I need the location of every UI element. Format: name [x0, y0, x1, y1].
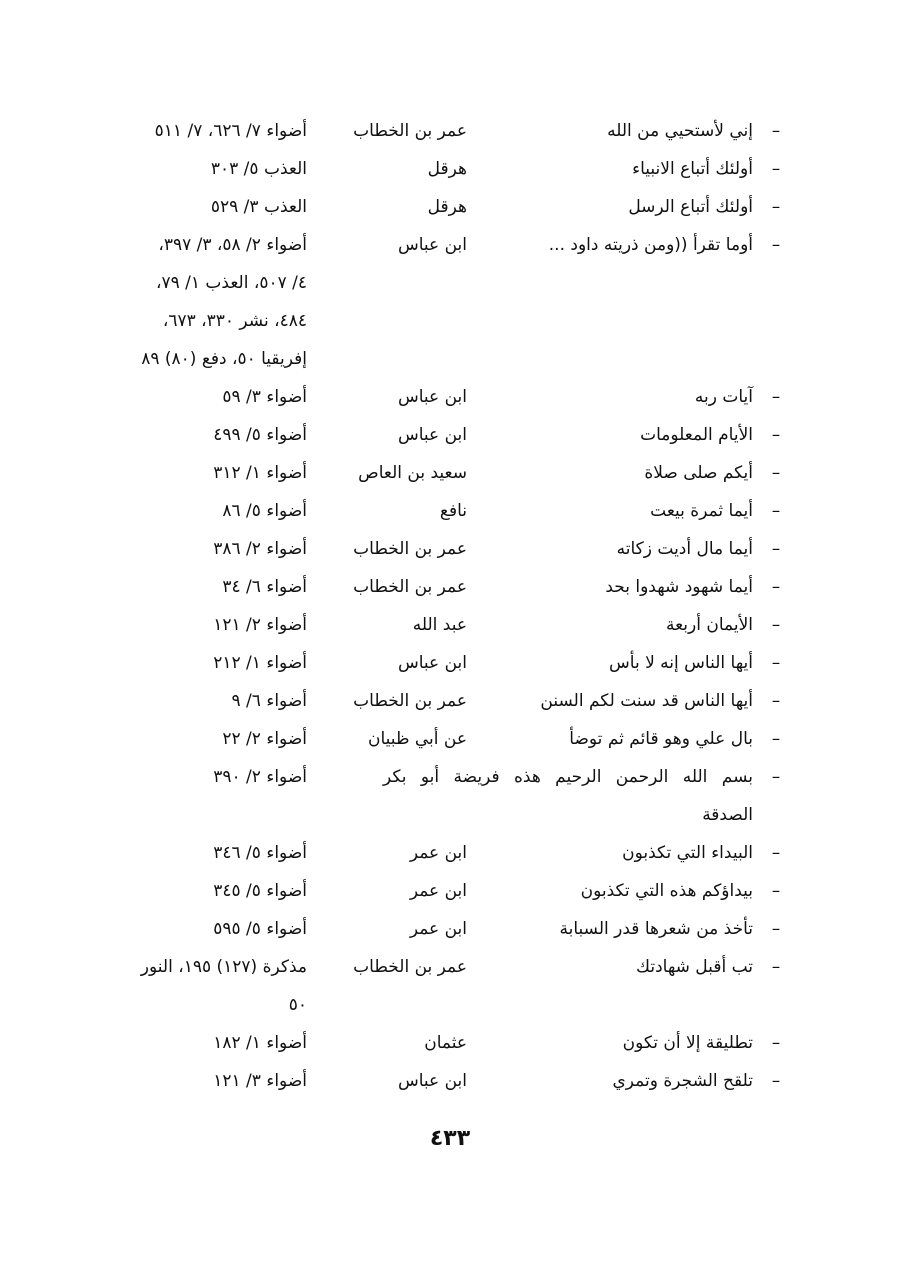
- entry-dash: –: [771, 729, 781, 749]
- entry-continuation-line: [120, 986, 785, 1024]
- entry-dash: –: [771, 501, 781, 521]
- entry-saying: أيها الناس إنه لا بأس: [609, 653, 753, 673]
- entry-saying: آيات ربه: [694, 387, 753, 407]
- entry-saying: أولئك أتباع الانبياء: [632, 159, 753, 179]
- entry-saying: بيداؤكم هذه التي تكذبون: [580, 881, 753, 901]
- entry-dash: –: [771, 615, 781, 635]
- entry-line: [120, 226, 785, 264]
- entry-source: أضواء ٢/ ٢٢: [222, 729, 307, 749]
- entry-narrator: ابن عمر: [409, 881, 467, 901]
- index-entry: [120, 530, 785, 568]
- entry-line: [120, 1024, 785, 1062]
- entry-saying: أيما مال أديت زكاته: [616, 539, 753, 559]
- entry-line: [120, 834, 785, 872]
- index-entry: [120, 226, 785, 378]
- entry-line: [120, 568, 785, 606]
- entry-dash: –: [771, 691, 781, 711]
- entry-source: أضواء ٥/ ٣٤٥: [213, 881, 307, 901]
- index-entry: [120, 1062, 785, 1100]
- entry-line: [120, 112, 785, 150]
- entry-source: أضواء ٢/ ٥٨، ٣/ ٣٩٧،: [158, 235, 307, 255]
- entry-saying: بال علي وهو قائم ثم توضأ: [569, 729, 753, 749]
- entry-source: العذب ٥/ ٣٠٣: [210, 159, 307, 179]
- entry-line: [120, 492, 785, 530]
- entry-source: أضواء ٣/ ٥٩: [222, 387, 307, 407]
- index-entry: [120, 454, 785, 492]
- entry-line: [120, 682, 785, 720]
- entry-line: [120, 720, 785, 758]
- entry-narrator: ابن عباس: [397, 1071, 467, 1091]
- entry-line: [120, 378, 785, 416]
- entry-source: أضواء ٥/ ٥٩٥: [213, 919, 307, 939]
- entry-continuation-line: [120, 264, 785, 302]
- entry-dash: –: [771, 957, 781, 977]
- entry-line: [120, 1062, 785, 1100]
- entry-saying: أولئك أتباع الرسل: [628, 197, 753, 217]
- entry-line: [120, 416, 785, 454]
- entry-saying: تلقح الشجرة وتمري: [612, 1071, 753, 1091]
- entry-source-continuation: إفريقيا ٥٠، دفع (٨٠) ٨٩: [141, 349, 307, 369]
- entry-source: أضواء ٥/ ٤٩٩: [213, 425, 307, 445]
- index-entry: [120, 1024, 785, 1062]
- entry-source-continuation: ٤/ ٥٠٧، العذب ١/ ٧٩،: [155, 273, 307, 293]
- entry-dash: –: [771, 1071, 781, 1091]
- entry-dash: –: [771, 653, 781, 673]
- entry-line: [120, 872, 785, 910]
- entry-source: أضواء ٢/ ٣٩٠: [213, 767, 307, 787]
- entry-saying: البيداء التي تكذبون: [622, 843, 753, 863]
- entry-line: [120, 454, 785, 492]
- index-entry: [120, 644, 785, 682]
- entry-dash: –: [771, 919, 781, 939]
- entry-saying: أوما تقرأ ((ومن ذريته داود ...: [548, 235, 753, 255]
- entry-source-continuation: ٤٨٤، نشر ٣٣٠، ٦٧٣،: [162, 311, 307, 331]
- entry-source: أضواء ٦/ ٩: [231, 691, 307, 711]
- entry-dash: –: [771, 121, 781, 141]
- entry-narrator: سعيد بن العاص: [358, 463, 467, 483]
- entry-narrator: هرقل: [427, 159, 467, 179]
- entry-saying: أيها الناس قد سنت لكم السنن: [540, 691, 753, 711]
- page-number: ٤٣٣: [429, 1126, 471, 1151]
- entry-dash: –: [771, 159, 781, 179]
- entry-saying: الأيمان أربعة: [665, 615, 753, 635]
- entry-dash: –: [771, 425, 781, 445]
- entry-saying: تطليقة إلا أن تكون: [622, 1033, 753, 1053]
- entry-saying: بسم الله الرحمن الرحيم هذه فريضة أبو بكر: [383, 767, 753, 787]
- entry-saying: أيما ثمرة بيعت: [650, 501, 753, 521]
- entry-narrator: هرقل: [427, 197, 467, 217]
- entry-line: [120, 150, 785, 188]
- entry-dash: –: [771, 197, 781, 217]
- entry-source: أضواء ٧/ ٦٢٦، ٧/ ٥١١: [154, 121, 307, 141]
- entry-line: [120, 530, 785, 568]
- index-entry: [120, 948, 785, 1024]
- entry-narrator: عمر بن الخطاب: [353, 121, 467, 141]
- entry-source: أضواء ٣/ ١٢١: [213, 1071, 307, 1091]
- entry-source: أضواء ٥/ ٨٦: [222, 501, 307, 521]
- entry-line: [120, 910, 785, 948]
- index-entries: [120, 112, 785, 1100]
- entry-line: [120, 188, 785, 226]
- index-entry: [120, 606, 785, 644]
- entry-source: أضواء ٦/ ٣٤: [222, 577, 307, 597]
- entry-narrator: عبد الله: [412, 615, 467, 635]
- entry-saying: إني لأستحيي من الله: [607, 121, 753, 141]
- entry-narrator: عمر بن الخطاب: [353, 539, 467, 559]
- entry-narrator: عمر بن الخطاب: [353, 691, 467, 711]
- entry-dash: –: [771, 1033, 781, 1053]
- index-entry: [120, 568, 785, 606]
- entry-source-continuation: ٥٠: [288, 995, 307, 1015]
- entry-continuation-line: [120, 340, 785, 378]
- entry-continuation-line: [120, 302, 785, 340]
- entry-source: أضواء ١/ ٢١٢: [213, 653, 307, 673]
- index-entry: [120, 910, 785, 948]
- entry-source: مذكرة (١٢٧) ١٩٥، النور: [140, 957, 307, 977]
- entry-source: أضواء ٢/ ٣٨٦: [213, 539, 307, 559]
- entry-narrator: ابن عمر: [409, 843, 467, 863]
- entry-narrator: عمر بن الخطاب: [353, 577, 467, 597]
- entry-source: العذب ٣/ ٥٢٩: [210, 197, 307, 217]
- index-entry: [120, 150, 785, 188]
- entry-dash: –: [771, 539, 781, 559]
- entry-saying: الأيام المعلومات: [640, 425, 753, 445]
- index-entry: [120, 188, 785, 226]
- entry-source: أضواء ٥/ ٣٤٦: [213, 843, 307, 863]
- index-entry: [120, 758, 785, 834]
- entry-dash: –: [771, 767, 781, 787]
- entry-dash: –: [771, 387, 781, 407]
- entry-dash: –: [771, 235, 781, 255]
- entry-continuation-line: [120, 796, 785, 834]
- entry-narrator: عن أبي ظبيان: [368, 729, 467, 749]
- index-entry: [120, 872, 785, 910]
- entry-source: أضواء ١/ ١٨٢: [213, 1033, 307, 1053]
- entry-saying: تأخذ من شعرها قدر السبابة: [559, 919, 753, 939]
- entry-dash: –: [771, 577, 781, 597]
- entry-narrator: ابن عباس: [397, 425, 467, 445]
- index-entry: [120, 834, 785, 872]
- entry-saying: تب أقبل شهادتك: [636, 957, 753, 977]
- entry-narrator: عثمان: [424, 1033, 467, 1053]
- entry-line: [120, 948, 785, 986]
- index-entry: [120, 112, 785, 150]
- index-entry: [120, 378, 785, 416]
- entry-dash: –: [771, 463, 781, 483]
- entry-narrator: عمر بن الخطاب: [353, 957, 467, 977]
- entry-line: [120, 644, 785, 682]
- entry-source: أضواء ١/ ٣١٢: [213, 463, 307, 483]
- entry-dash: –: [771, 881, 781, 901]
- entry-source: أضواء ٢/ ١٢١: [213, 615, 307, 635]
- index-entry: [120, 720, 785, 758]
- index-entry: [120, 492, 785, 530]
- entry-line: [120, 758, 785, 796]
- index-entry: [120, 682, 785, 720]
- entry-narrator: ابن عباس: [397, 653, 467, 673]
- entry-narrator: ابن عباس: [397, 235, 467, 255]
- index-entry: [120, 416, 785, 454]
- entry-narrator: نافع: [439, 501, 467, 521]
- entry-narrator: ابن عمر: [409, 919, 467, 939]
- entry-dash: –: [771, 843, 781, 863]
- entry-line: [120, 606, 785, 644]
- entry-saying-continuation: الصدقة: [702, 805, 753, 825]
- entry-saying: أيكم صلى صلاة: [644, 463, 753, 483]
- entry-saying: أيما شهود شهدوا بحد: [605, 577, 753, 597]
- entry-narrator: ابن عباس: [397, 387, 467, 407]
